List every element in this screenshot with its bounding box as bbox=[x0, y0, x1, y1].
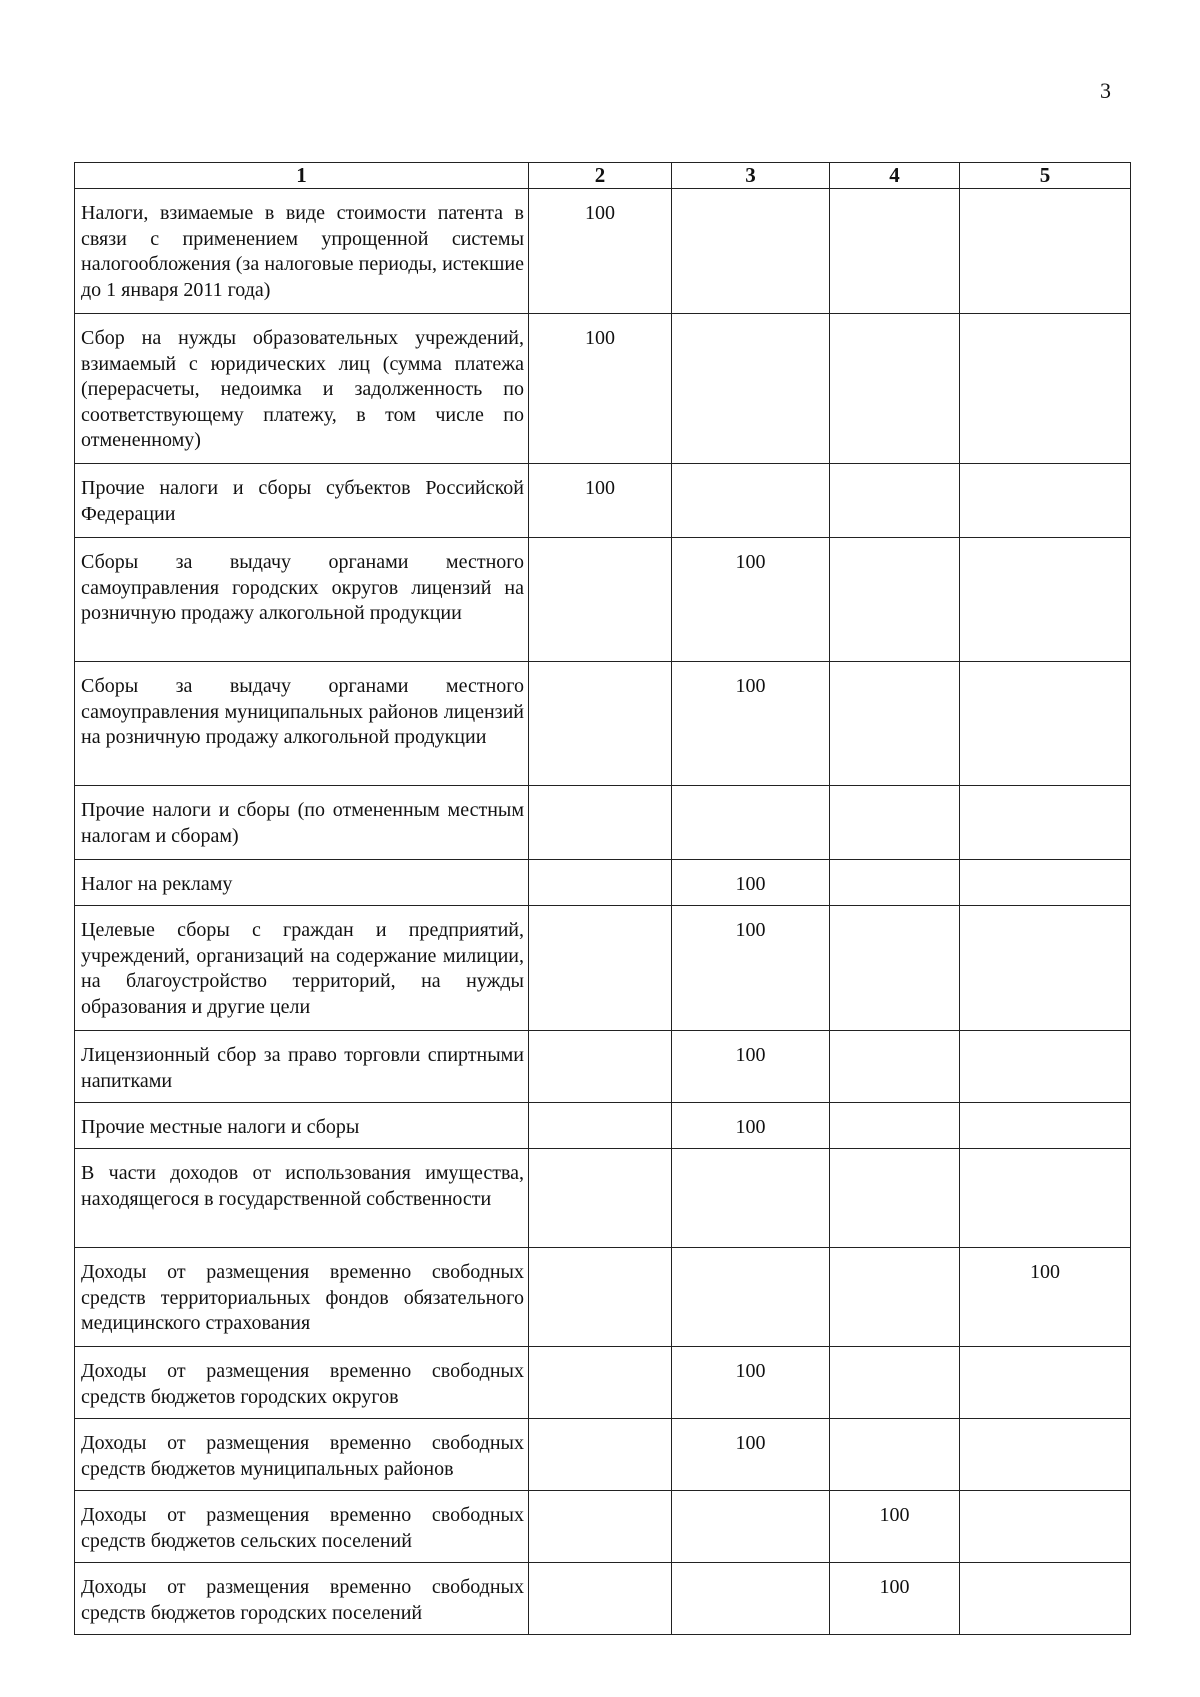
cell-col-3 bbox=[672, 1491, 830, 1563]
row-description: Налоги, взимаемые в виде стоимости патента в связи с применением упрощенной системы налогообложения (за налоговые периоды, истекшие до 1 января 2011 года) bbox=[75, 189, 529, 314]
cell-col-3 bbox=[672, 314, 830, 464]
cell-col-3: 100 bbox=[672, 662, 830, 786]
cell-col-4 bbox=[830, 1248, 960, 1347]
cell-col-5 bbox=[960, 1103, 1131, 1149]
cell-col-2: 100 bbox=[529, 189, 672, 314]
cell-col-4 bbox=[830, 786, 960, 860]
column-header: 3 bbox=[672, 163, 830, 189]
page-number: 3 bbox=[1100, 78, 1111, 103]
cell-col-4 bbox=[830, 1031, 960, 1103]
cell-col-2 bbox=[529, 1031, 672, 1103]
table-row bbox=[75, 1103, 1131, 1149]
table-row bbox=[75, 538, 1131, 662]
cell-col-5 bbox=[960, 538, 1131, 662]
row-description: Прочие налоги и сборы субъектов Российской Федерации bbox=[75, 464, 529, 538]
cell-col-2 bbox=[529, 1491, 672, 1563]
revenue-distribution-table bbox=[74, 162, 1131, 1635]
table-row bbox=[75, 906, 1131, 1031]
row-description: Доходы от размещения временно свободных средств бюджетов городских поселений bbox=[75, 1563, 529, 1635]
cell-col-5 bbox=[960, 1347, 1131, 1419]
cell-col-2: 100 bbox=[529, 464, 672, 538]
cell-col-4 bbox=[830, 1419, 960, 1491]
row-description: Сборы за выдачу органами местного самоуправления городских округов лицензий на розничную продажу алкогольной продукции bbox=[75, 538, 529, 662]
cell-col-3 bbox=[672, 189, 830, 314]
cell-col-3 bbox=[672, 1248, 830, 1347]
cell-col-5: 100 bbox=[960, 1248, 1131, 1347]
table-row bbox=[75, 1347, 1131, 1419]
cell-col-4 bbox=[830, 464, 960, 538]
row-description: Доходы от размещения временно свободных средств бюджетов городских округов bbox=[75, 1347, 529, 1419]
row-description: В части доходов от использования имущества, находящегося в государственной собственности bbox=[75, 1149, 529, 1248]
cell-col-3: 100 bbox=[672, 1419, 830, 1491]
table-row bbox=[75, 1563, 1131, 1635]
cell-col-2 bbox=[529, 1419, 672, 1491]
cell-col-4 bbox=[830, 189, 960, 314]
column-header: 2 bbox=[529, 163, 672, 189]
row-description: Прочие налоги и сборы (по отмененным местным налогам и сборам) bbox=[75, 786, 529, 860]
cell-col-2 bbox=[529, 1248, 672, 1347]
cell-col-3: 100 bbox=[672, 906, 830, 1031]
cell-col-4 bbox=[830, 906, 960, 1031]
cell-col-4 bbox=[830, 1103, 960, 1149]
column-header: 1 bbox=[75, 163, 529, 189]
table-row bbox=[75, 786, 1131, 860]
cell-col-5 bbox=[960, 662, 1131, 786]
cell-col-4 bbox=[830, 662, 960, 786]
cell-col-2 bbox=[529, 1347, 672, 1419]
table-row bbox=[75, 464, 1131, 538]
row-description: Сбор на нужды образовательных учреждений, взимаемый с юридических лиц (сумма платежа (перерасчеты, недоимка и задолженность по соответствующему платежу, в том числе по отмененному) bbox=[75, 314, 529, 464]
cell-col-4 bbox=[830, 860, 960, 906]
row-description: Доходы от размещения временно свободных средств бюджетов муниципальных районов bbox=[75, 1419, 529, 1491]
cell-col-3 bbox=[672, 464, 830, 538]
cell-col-2 bbox=[529, 662, 672, 786]
row-description: Сборы за выдачу органами местного самоуправления муниципальных районов лицензий на розничную продажу алкогольной продукции bbox=[75, 662, 529, 786]
column-header: 5 bbox=[960, 163, 1131, 189]
cell-col-3: 100 bbox=[672, 860, 830, 906]
cell-col-2 bbox=[529, 860, 672, 906]
cell-col-3 bbox=[672, 1149, 830, 1248]
table-header-row bbox=[75, 163, 1131, 189]
cell-col-5 bbox=[960, 1491, 1131, 1563]
cell-col-3: 100 bbox=[672, 1031, 830, 1103]
cell-col-2 bbox=[529, 538, 672, 662]
cell-col-4 bbox=[830, 1347, 960, 1419]
cell-col-4 bbox=[830, 1149, 960, 1248]
cell-col-2 bbox=[529, 786, 672, 860]
cell-col-5 bbox=[960, 189, 1131, 314]
cell-col-5 bbox=[960, 1149, 1131, 1248]
cell-col-2: 100 bbox=[529, 314, 672, 464]
cell-col-5 bbox=[960, 860, 1131, 906]
table-row bbox=[75, 860, 1131, 906]
row-description: Лицензионный сбор за право торговли спиртными напитками bbox=[75, 1031, 529, 1103]
cell-col-5 bbox=[960, 906, 1131, 1031]
cell-col-2 bbox=[529, 1149, 672, 1248]
cell-col-3 bbox=[672, 786, 830, 860]
table-row bbox=[75, 1031, 1131, 1103]
cell-col-3 bbox=[672, 1563, 830, 1635]
column-header: 4 bbox=[830, 163, 960, 189]
table-row bbox=[75, 314, 1131, 464]
cell-col-5 bbox=[960, 1419, 1131, 1491]
cell-col-2 bbox=[529, 1563, 672, 1635]
table-row bbox=[75, 1419, 1131, 1491]
cell-col-5 bbox=[960, 786, 1131, 860]
table-row bbox=[75, 189, 1131, 314]
cell-col-4: 100 bbox=[830, 1563, 960, 1635]
cell-col-5 bbox=[960, 314, 1131, 464]
cell-col-3: 100 bbox=[672, 1103, 830, 1149]
table-row bbox=[75, 1149, 1131, 1248]
cell-col-5 bbox=[960, 1031, 1131, 1103]
row-description: Доходы от размещения временно свободных средств бюджетов сельских поселений bbox=[75, 1491, 529, 1563]
row-description: Налог на рекламу bbox=[75, 860, 529, 906]
cell-col-3: 100 bbox=[672, 1347, 830, 1419]
row-description: Доходы от размещения временно свободных средств территориальных фондов обязательного медицинского страхования bbox=[75, 1248, 529, 1347]
row-description: Целевые сборы с граждан и предприятий, учреждений, организаций на содержание милиции, на благоустройство территорий, на нужды образования и другие цели bbox=[75, 906, 529, 1031]
cell-col-2 bbox=[529, 906, 672, 1031]
cell-col-4: 100 bbox=[830, 1491, 960, 1563]
cell-col-5 bbox=[960, 1563, 1131, 1635]
table-row bbox=[75, 1248, 1131, 1347]
table-row bbox=[75, 1491, 1131, 1563]
cell-col-3: 100 bbox=[672, 538, 830, 662]
cell-col-2 bbox=[529, 1103, 672, 1149]
row-description: Прочие местные налоги и сборы bbox=[75, 1103, 529, 1149]
cell-col-4 bbox=[830, 538, 960, 662]
cell-col-4 bbox=[830, 314, 960, 464]
cell-col-5 bbox=[960, 464, 1131, 538]
table-row bbox=[75, 662, 1131, 786]
